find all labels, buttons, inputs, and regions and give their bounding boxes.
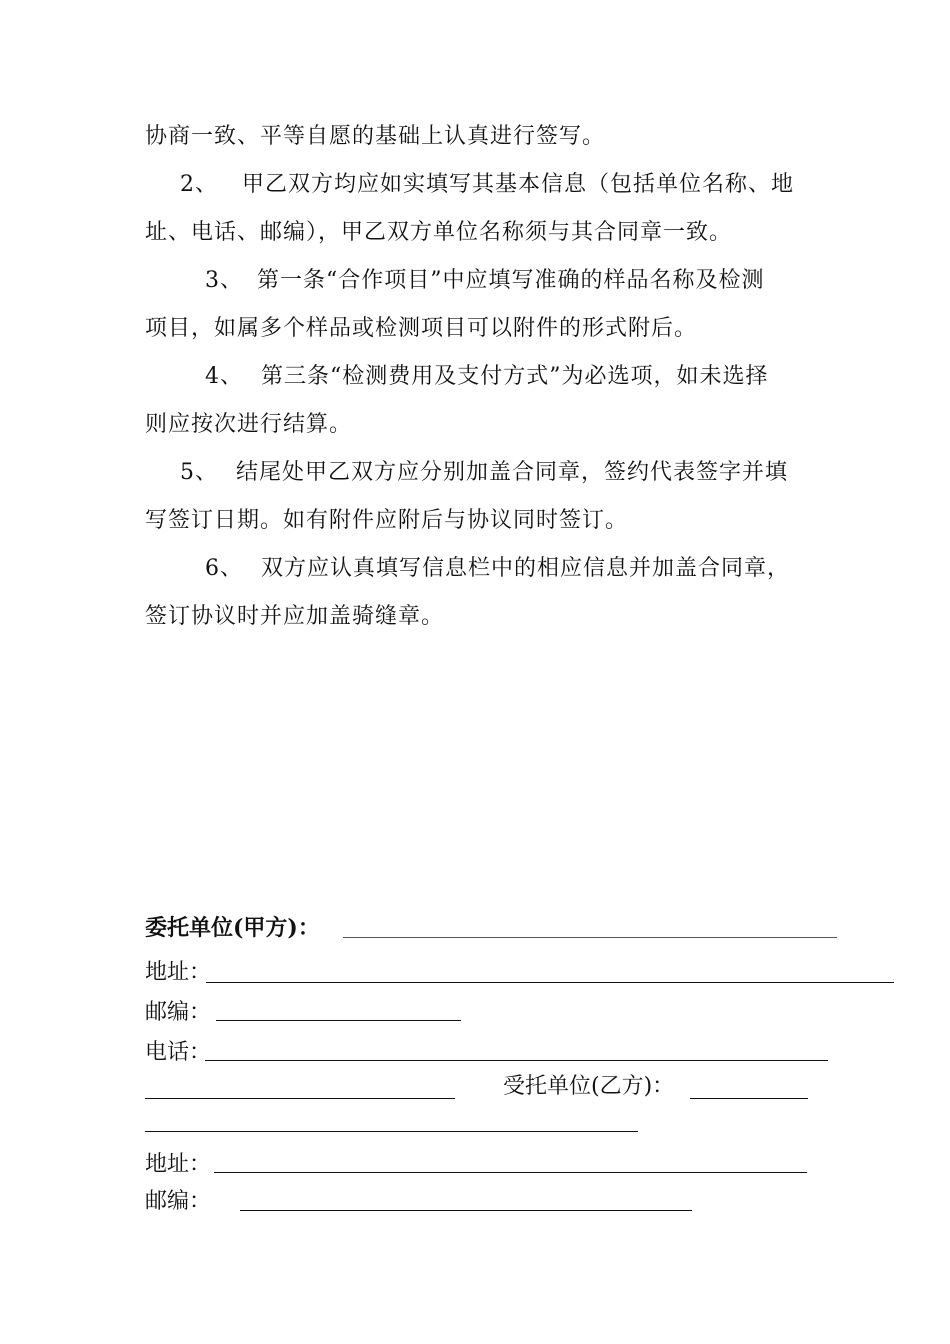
note-6-text-1: 双方应认真填写信息栏中的相应信息并加盖合同章，: [261, 556, 791, 581]
note-5-line-1: [180, 458, 788, 488]
party-a-label: 委托单位(甲方)：: [145, 915, 320, 941]
note-3-number: 3、: [205, 268, 243, 293]
party-b-postcode-field[interactable]: [240, 1210, 692, 1211]
note-5-text-1: 结尾处甲乙双方应分别加盖合同章，签约代表签字并填: [236, 460, 789, 485]
party-b-label: 受托单位(乙方)：: [503, 1074, 675, 1099]
note-3-line-2: 项目，如属多个样品或检测项目可以附件的形式附后。: [145, 316, 698, 341]
party-b-name-field[interactable]: [690, 1098, 808, 1099]
note-2-line-1: [180, 170, 794, 200]
party-b-name-continuation-field[interactable]: [145, 1131, 638, 1132]
party-b-postcode-label: 邮编：: [145, 1189, 212, 1214]
note-6-number: 6、: [205, 556, 243, 581]
note-6-line-2: 签订协议时并应加盖骑缝章。: [145, 604, 445, 629]
party-a-postcode-field[interactable]: [216, 1020, 461, 1021]
note-5-number: 5、: [180, 460, 218, 485]
note-2-line-2: 址、电话、邮编），甲乙双方单位名称须与其合同章一致。: [145, 220, 733, 245]
note-1-continuation: 协商一致、平等自愿的基础上认真进行签写。: [145, 124, 606, 149]
note-6-line-1: [205, 554, 790, 584]
party-a-address-field[interactable]: [206, 982, 894, 983]
party-a-phone-field[interactable]: [205, 1060, 828, 1061]
party-a-address-label: 地址：: [145, 960, 212, 985]
note-4-line-2: 则应按次进行结算。: [145, 412, 353, 437]
note-3-text-1: 第一条“合作项目”中应填写准确的样品名称及检测: [257, 268, 765, 293]
party-a-extra-field[interactable]: [145, 1098, 455, 1099]
party-a-postcode-label: 邮编：: [145, 1000, 212, 1025]
note-4-number: 4、: [205, 364, 243, 389]
party-a-name-field[interactable]: [343, 937, 837, 938]
party-b-address-label: 地址：: [145, 1152, 212, 1177]
note-3-line-1: [205, 266, 765, 296]
note-2-text-1: 甲乙双方均应如实填写其基本信息（包括单位名称、地: [242, 172, 795, 197]
party-a-phone-label: 电话：: [145, 1040, 212, 1065]
note-4-text-1: 第三条“检测费用及支付方式”为必选项，如未选择: [261, 364, 769, 389]
note-2-number: 2、: [180, 172, 218, 197]
note-4-line-1: [205, 362, 769, 392]
note-5-line-2: 写签订日期。如有附件应附后与协议同时签订。: [145, 508, 629, 533]
party-b-address-field[interactable]: [214, 1172, 807, 1173]
